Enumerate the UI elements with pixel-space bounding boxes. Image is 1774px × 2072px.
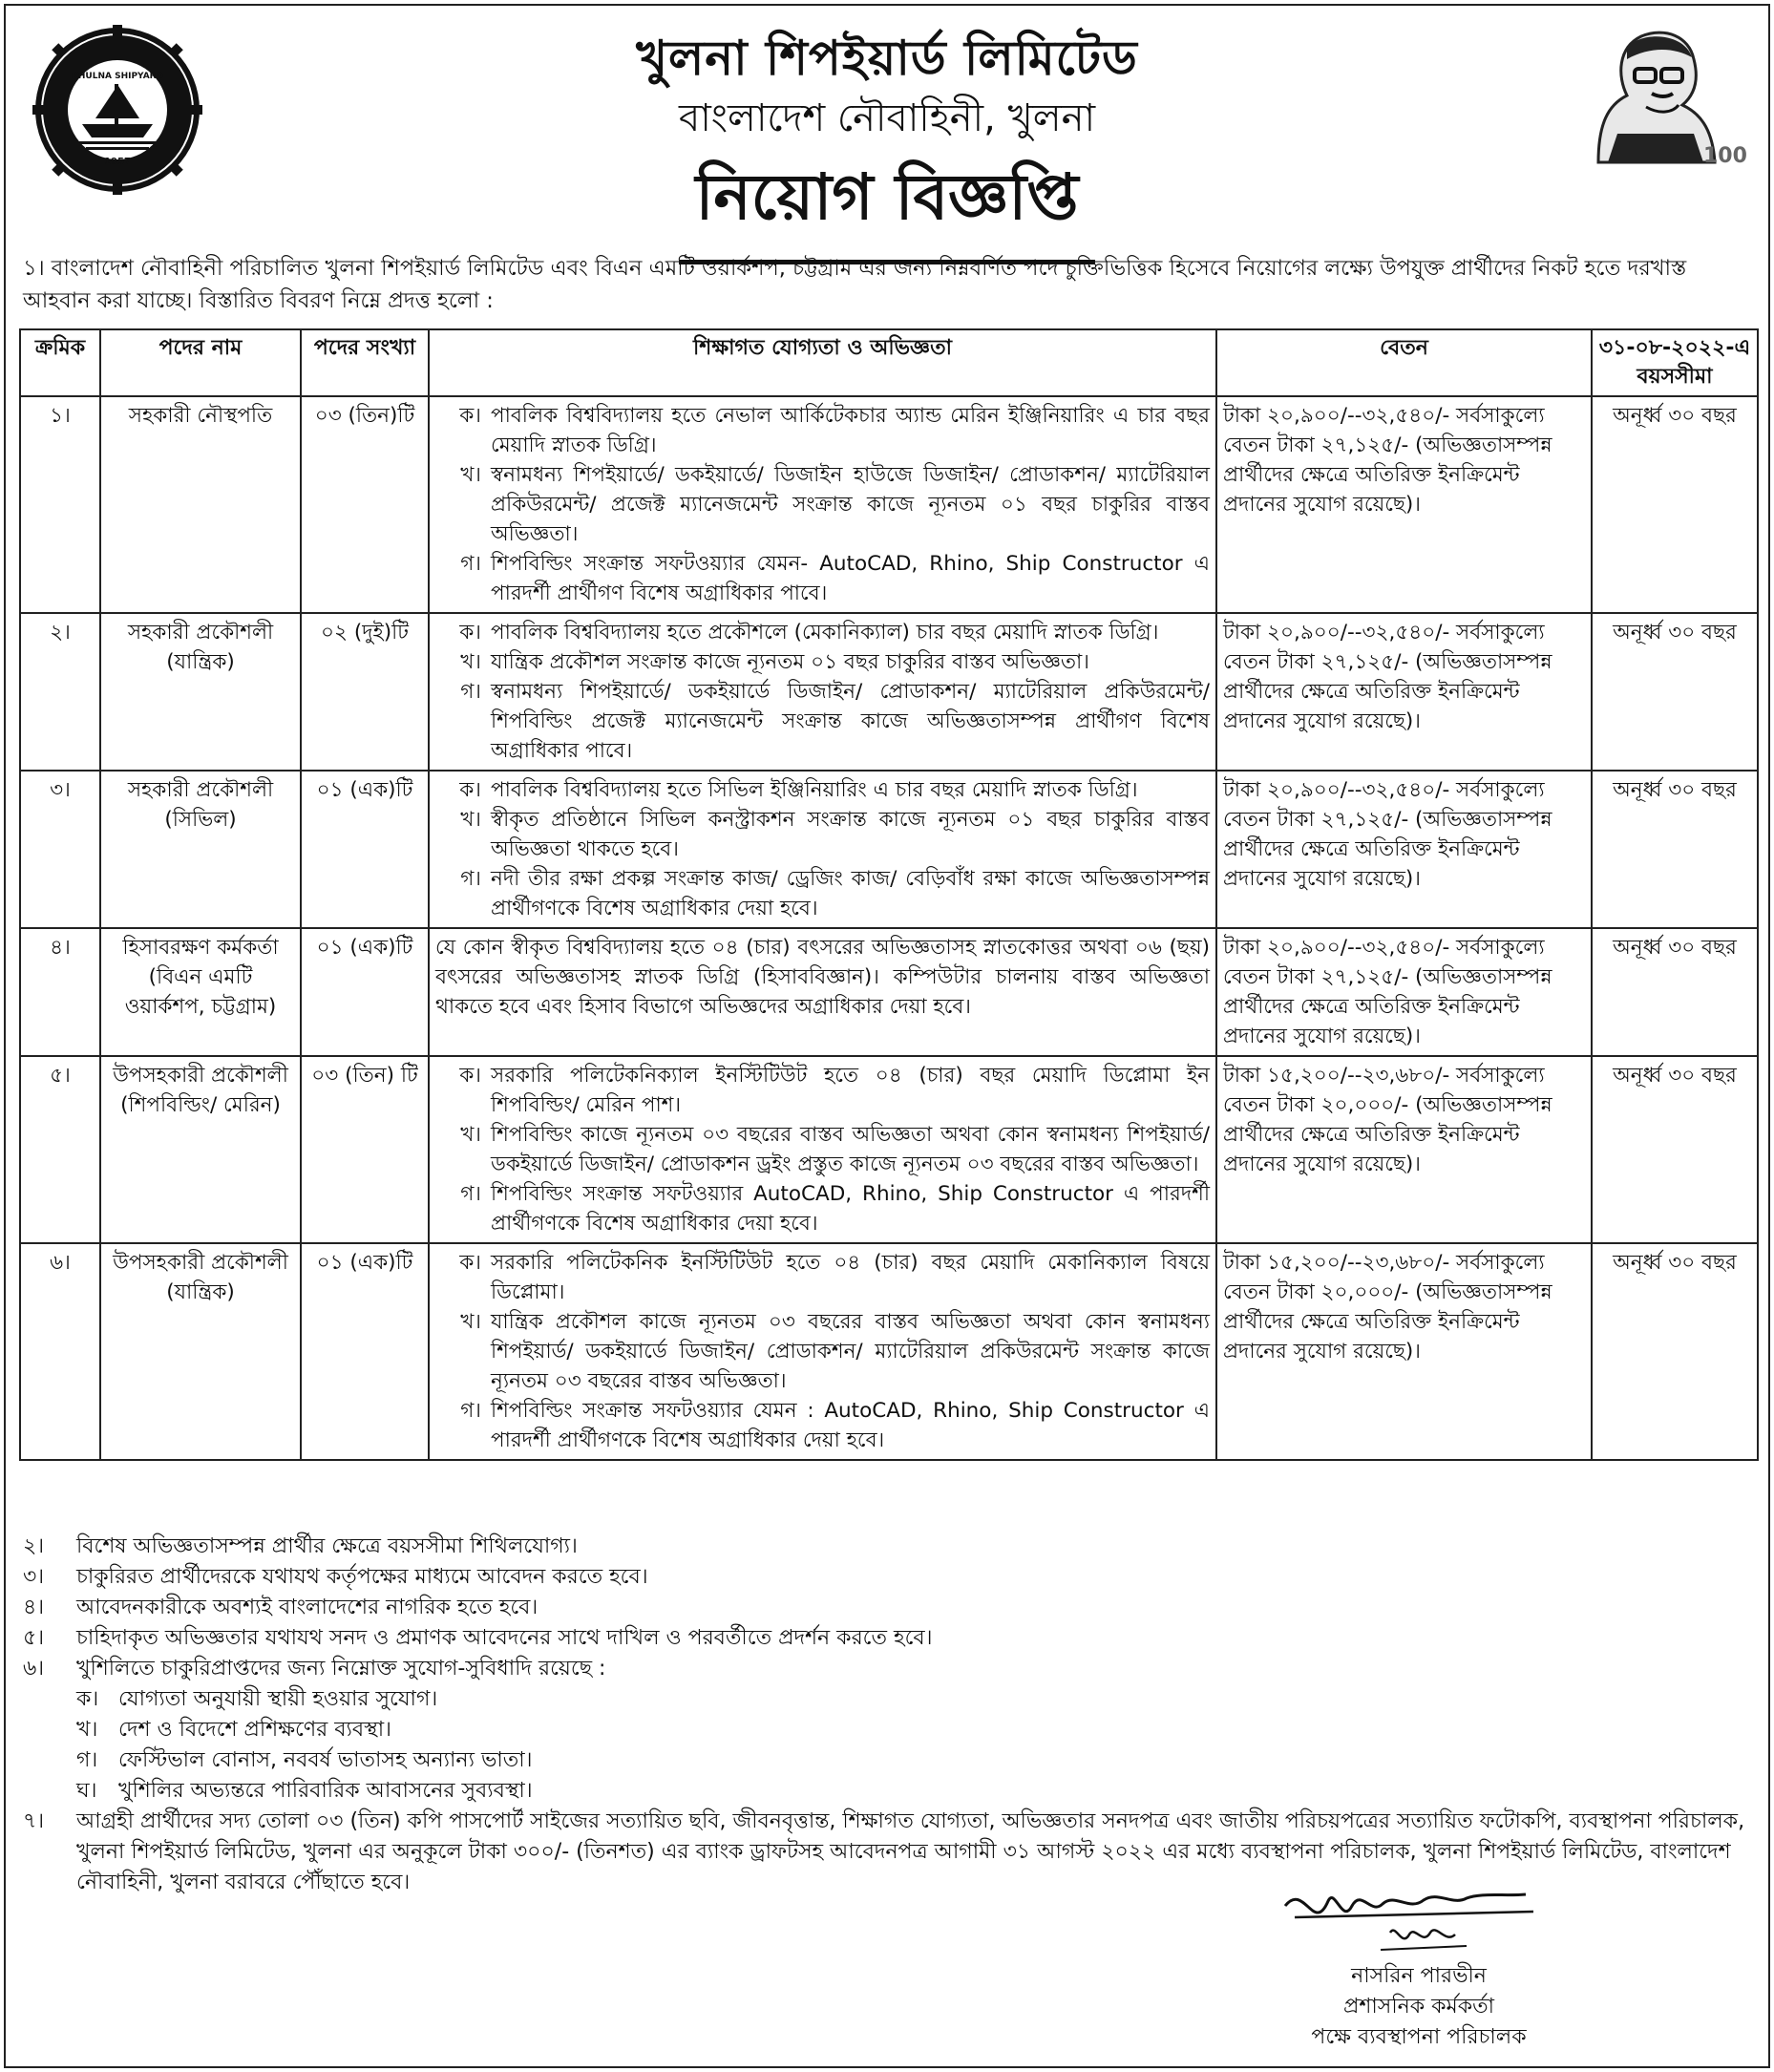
qualification-item-text: স্বনামধন্য শিপইয়ার্ডে/ ডকইয়ার্ডে/ ডিজাইন হাউজে ডিজাইন/ প্রোডাকশন/ ম্যাটেরিয়াল প্রকিউরমেন্ট/ প্রজেক্ট ম্যানেজমেন্ট সংক্রান্ত কাজে ন্যূনতম ০১ বছর চাকুরির বাস্তব অভিজ্ঞতা। — [491, 463, 1210, 546]
note-number: ৩। — [23, 1565, 45, 1589]
note-item — [23, 1654, 1751, 1684]
notice-title — [6, 149, 1768, 264]
final-note-text: আগ্রহী প্রার্থীদের সদ্য তোলা ০৩ (তিন) কপি পাসপোর্ট সাইজের সত্যায়িত ছবি, জীবনবৃত্তান্ত, শিক্ষাগত যোগ্যতা, অভিজ্ঞতার সনদপত্র এবং জাতীয় পরিচয়পত্রের সত্যায়িত ফটোকপি, ব্যবস্থাপনা পরিচালক, খুলনা শিপইয়ার্ড লিমিটেড, খুলনা এর অনুকূলে টাকা ৩০০/- (তিনশত) এর ব্যাংক ড্রাফটসহ আবেদনপত্র আগামী ৩১ আগস্ট ২০২২ এর মধ্যে ব্যবস্থাপনা পরিচালক, খুলনা শিপইয়ার্ড লিমিটেড, বাংলাদেশ নৌবাহিনী, খুলনা বরাবরে পৌঁছাতে হবে। — [76, 1809, 1745, 1894]
qualification-item-key: গ। — [460, 867, 481, 891]
cell-age: অনূর্ধ্ব ৩০ বছর — [1592, 1056, 1758, 1243]
cell-count: ০২ (দুই)টি — [301, 613, 429, 771]
qualification-item-key: গ। — [460, 552, 481, 576]
header-serial: ক্রমিক — [20, 329, 100, 396]
cell-salary: টাকা ২০,৯০০/--৩২,৫৪০/- সর্বসাকুল্যে বেতন টাকা ২৭,১২৫/- (অভিজ্ঞতাসম্পন্ন প্রার্থীদের ক্ষেত্রে অতিরিক্ত ইনক্রিমেন্ট প্রদানের সুযোগ রয়েছে)। — [1216, 928, 1592, 1056]
qualification-item-key: খ। — [460, 808, 481, 832]
intro-paragraph: ১। বাংলাদেশ নৌবাহিনী পরিচালিত খুলনা শিপইয়ার্ড লিমিটেড এবং বিএন এমটি ওয়ার্কশপ, চট্টগ্রাম এর জন্য নিম্নবর্ণিত পদে চুক্তিভিত্তিক হিসেবে নিয়োগের লক্ষ্যে উপযুক্ত প্রার্থীদের নিকট হতে দরখাস্ত আহবান করা যাচ্ছে। বিস্তারিত বিবরণ নিম্নে প্রদত্ত হলো : — [23, 256, 1687, 313]
cell-serial: ৪। — [20, 928, 100, 1056]
handwritten-signature — [1276, 1877, 1543, 1963]
qualification-item-text: শিপবিল্ডিং কাজে ন্যূনতম ০৩ বছরের বাস্তব অভিজ্ঞতা অথবা কোন স্বনামধন্য শিপইয়ার্ড/ ডকইয়ার্ডে ডিজাইন/ প্রোডাকশন ড্রইং প্রস্তুত কাজে ন্যূনতম ০৩ বছরের বাস্তব অভিজ্ঞতা। — [491, 1123, 1210, 1176]
note-item — [23, 1593, 1751, 1623]
table-row — [20, 613, 1758, 771]
qualification-item-text: শিপবিল্ডিং সংক্রান্ত সফটওয়্যার AutoCAD, Rhino, Ship Constructor এ পারদর্শী প্রার্থীগণকে বিশেষ অগ্রাধিকার দেয়া হবে। — [491, 1182, 1210, 1236]
note-text: বিশেষ অভিজ্ঞতাসম্পন্ন প্রার্থীর ক্ষেত্রে বয়সসীমা শিথিলযোগ্য। — [76, 1534, 578, 1558]
qualification-item-text: শিপবিল্ডিং সংক্রান্ত সফটওয়্যার যেমন : AutoCAD, Rhino, Ship Constructor এ পারদর্শী প্রার্থীগণকে বিশেষ অগ্রাধিকার দেয়া হবে। — [491, 1399, 1210, 1452]
cell-count: ০১ (এক)টি — [301, 1243, 429, 1460]
benefit-text: খুশিলির অভ্যন্তরে পারিবারিক আবাসনের সুব্যবস্থা। — [118, 1779, 533, 1803]
organization-name: খুলনা শিপইয়ার্ড লিমিটেড — [636, 31, 1138, 86]
note-item — [23, 1562, 1751, 1593]
cell-post: উপসহকারী প্রকৌশলী (যান্ত্রিক) — [100, 1243, 301, 1460]
qualification-item — [435, 401, 1210, 460]
qualification-item-text: পাবলিক বিশ্ববিদ্যালয় হতে নেভাল আর্কিটেকচার অ্যান্ড মেরিন ইঞ্জিনিয়ারিং এ চার বছর মেয়াদি স্নাতক ডিগ্রি। — [491, 404, 1210, 457]
note-text: চাকুরিরত প্রার্থীদেরকে যথাযথ কর্তৃপক্ষের মাধ্যমে আবেদন করতে হবে। — [76, 1565, 648, 1589]
cell-qualification — [429, 613, 1216, 771]
qualification-item — [435, 933, 1210, 1022]
qualification-item — [435, 805, 1210, 864]
cell-age: অনূর্ধ্ব ৩০ বছর — [1592, 1243, 1758, 1460]
cell-age: অনূর্ধ্ব ৩০ বছর — [1592, 396, 1758, 613]
cell-serial: ৬। — [20, 1243, 100, 1460]
qualification-item-text: স্বীকৃত প্রতিষ্ঠানে সিভিল কনস্ট্রাকশন সংক্রান্ত কাজে ন্যূনতম ০১ বছর চাকুরির বাস্তব অভিজ্ঞতা থাকতে হবে। — [491, 808, 1210, 861]
cell-salary: টাকা ১৫,২০০/--২৩,৬৮০/- সর্বসাকুল্যে বেতন টাকা ২০,০০০/- (অভিজ্ঞতাসম্পন্ন প্রার্থীদের ক্ষেত্রে অতিরিক্ত ইনক্রিমেন্ট প্রদানের সুযোগ রয়েছে)। — [1216, 1056, 1592, 1243]
qualification-item-key: খ। — [460, 1123, 481, 1147]
cell-count: ০৩ (তিন) টি — [301, 1056, 429, 1243]
benefit-key: খ। — [76, 1718, 98, 1742]
benefit-key: ঘ। — [76, 1779, 97, 1803]
qualification-item-text: পাবলিক বিশ্ববিদ্যালয় হতে প্রকৌশলে (মেকানিক্যাল) চার বছর মেয়াদি স্নাতক ডিগ্রি। — [491, 621, 1159, 645]
qualification-item-key: ক। — [459, 1064, 481, 1088]
cell-serial: ২। — [20, 613, 100, 771]
signatory-designation: প্রশাসনিক কর্মকর্তা — [1342, 1995, 1495, 2019]
header-salary: বেতন — [1216, 329, 1592, 396]
qualification-item-text: যান্ত্রিক প্রকৌশল সংক্রান্ত কাজে ন্যূনতম ০১ বছর চাকুরির বাস্তব অভিজ্ঞতা। — [491, 650, 1089, 674]
signatory-on-behalf: পক্ষে ব্যবস্থাপনা পরিচালক — [1311, 2025, 1527, 2049]
qualification-item-text: সরকারি পলিটেকনিক ইনস্টিটিউট হতে ০৪ (চার) বছর মেয়াদি মেকানিক্যাল বিষয়ে ডিপ্লোমা। — [491, 1251, 1210, 1304]
cell-post: উপসহকারী প্রকৌশলী (শিপবিল্ডিং/ মেরিন) — [100, 1056, 301, 1243]
cell-count: ০১ (এক)টি — [301, 928, 429, 1056]
cell-salary: টাকা ১৫,২০০/--২৩,৬৮০/- সর্বসাকুল্যে বেতন টাকা ২০,০০০/- (অভিজ্ঞতাসম্পন্ন প্রার্থীদের ক্ষেত্রে অতিরিক্ত ইনক্রিমেন্ট প্রদানের সুযোগ রয়েছে)। — [1216, 1243, 1592, 1460]
cell-qualification — [429, 396, 1216, 613]
cell-qualification — [429, 928, 1216, 1056]
note-number: ৬। — [23, 1657, 45, 1681]
notes-section — [23, 1532, 1751, 1898]
cell-serial: ৩। — [20, 771, 100, 928]
signature-block — [1199, 1877, 1638, 2059]
header-count: পদের সংখ্যা — [301, 329, 429, 396]
qualification-item-text: যান্ত্রিক প্রকৌশল কাজে ন্যূনতম ০৩ বছরের বাস্তব অভিজ্ঞতা অথবা কোন স্বনামধন্য শিপইয়ার্ড/ ডকইয়ার্ডে ডিজাইন/ প্রোডাকশন/ ম্যাটেরিয়াল প্রকিউরমেন্ট সংক্রান্ত কাজে ন্যূনতম ০৩ বছরের বাস্তব অভিজ্ঞতা। — [491, 1310, 1210, 1393]
table-header-row — [20, 329, 1758, 396]
benefit-text: যোগ্যতা অনুযায়ী স্থায়ী হওয়ার সুযোগ। — [118, 1687, 438, 1711]
cell-qualification — [429, 1243, 1216, 1460]
qualification-item — [435, 864, 1210, 923]
header-qualification: শিক্ষাগত যোগ্যতা ও অভিজ্ঞতা — [429, 329, 1216, 396]
qualification-item-text: পাবলিক বিশ্ববিদ্যালয় হতে সিভিল ইঞ্জিনিয়ারিং এ চার বছর মেয়াদি স্নাতক ডিগ্রি। — [491, 778, 1138, 802]
qualification-item-key: ক। — [459, 621, 481, 645]
cell-salary: টাকা ২০,৯০০/--৩২,৫৪০/- সর্বসাকুল্যে বেতন টাকা ২৭,১২৫/- (অভিজ্ঞতাসম্পন্ন প্রার্থীদের ক্ষেত্রে অতিরিক্ত ইনক্রিমেন্ট প্রদানের সুযোগ রয়েছে)। — [1216, 396, 1592, 613]
qualification-item — [435, 775, 1210, 805]
final-note-number: ৭। — [23, 1809, 45, 1833]
qualification-item-key: ক। — [459, 1251, 481, 1275]
cell-post: সহকারী প্রকৌশলী (সিভিল) — [100, 771, 301, 928]
qualification-item-key: গ। — [460, 680, 481, 704]
qualification-item — [435, 1179, 1210, 1238]
cell-serial: ১। — [20, 396, 100, 613]
benefit-key: ক। — [76, 1687, 99, 1711]
benefit-item — [23, 1745, 1751, 1776]
benefit-item — [23, 1715, 1751, 1745]
cell-qualification — [429, 1056, 1216, 1243]
cell-post: হিসাবরক্ষণ কর্মকর্তা (বিএন এমটি ওয়ার্কশপ, চট্টগ্রাম) — [100, 928, 301, 1056]
job-table — [19, 328, 1759, 1461]
qualification-item — [435, 1061, 1210, 1120]
qualification-item — [435, 677, 1210, 766]
cell-salary: টাকা ২০,৯০০/--৩২,৫৪০/- সর্বসাকুল্যে বেতন টাকা ২৭,১২৫/- (অভিজ্ঞতাসম্পন্ন প্রার্থীদের ক্ষেত্রে অতিরিক্ত ইনক্রিমেন্ট প্রদানের সুযোগ রয়েছে)। — [1216, 771, 1592, 928]
qualification-item — [435, 460, 1210, 549]
cell-age: অনূর্ধ্ব ৩০ বছর — [1592, 771, 1758, 928]
benefit-text: দেশ ও বিদেশে প্রশিক্ষণের ব্যবস্থা। — [118, 1718, 391, 1742]
cell-count: ০১ (এক)টি — [301, 771, 429, 928]
qualification-item — [435, 618, 1210, 647]
qualification-item-text: সরকারি পলিটেকনিক্যাল ইনস্টিটিউট হতে ০৪ (চার) বছর মেয়াদি ডিপ্লোমা ইন শিপবিল্ডিং/ মেরিন পাশ। — [491, 1064, 1210, 1117]
cell-salary: টাকা ২০,৯০০/--৩২,৫৪০/- সর্বসাকুল্যে বেতন টাকা ২৭,১২৫/- (অভিজ্ঞতাসম্পন্ন প্রার্থীদের ক্ষেত্রে অতিরিক্ত ইনক্রিমেন্ট প্রদানের সুযোগ রয়েছে)। — [1216, 613, 1592, 771]
qualification-item-key: খ। — [460, 1310, 481, 1334]
table-row — [20, 1243, 1758, 1460]
note-text: খুশিলিতে চাকুরিপ্রাপ্তদের জন্য নিম্নোক্ত সুযোগ-সুবিধাদি রয়েছে : — [76, 1657, 606, 1681]
benefit-text: ফেস্টিভাল বোনাস, নববর্ষ ভাতাসহ অন্যান্য ভাতা। — [118, 1748, 533, 1772]
mujib-portrait-image — [1560, 19, 1751, 181]
qualification-item — [435, 1307, 1210, 1396]
cell-serial: ৫। — [20, 1056, 100, 1243]
note-number: ৪। — [23, 1596, 45, 1619]
signatory-details — [1199, 1961, 1638, 2053]
organization-subtitle: বাংলাদেশ নৌবাহিনী, খুলনা — [678, 96, 1096, 140]
qualification-item-key: গ। — [460, 1399, 481, 1423]
svg-text:1957: 1957 — [104, 157, 131, 167]
cell-age: অনূর্ধ্ব ৩০ বছর — [1592, 928, 1758, 1056]
qualification-item-text: যে কোন স্বীকৃত বিশ্ববিদ্যালয় হতে ০৪ (চার) বৎসরের অভিজ্ঞতাসহ স্নাতকোত্তর অথবা ০৬ (ছয়) বৎসরের অভিজ্ঞতাসহ স্নাতক ডিগ্রি (হিসাববিজ্ঞান)। কম্পিউটার চালনায় বাস্তব অভিজ্ঞতা থাকতে হবে এবং হিসাব বিভাগে অভিজ্ঞদের অগ্রাধিকার দেয়া হবে। — [435, 936, 1210, 1019]
cell-age: অনূর্ধ্ব ৩০ বছর — [1592, 613, 1758, 771]
table-row — [20, 1056, 1758, 1243]
qualification-item — [435, 647, 1210, 677]
qualification-item-key: খ। — [460, 650, 481, 674]
benefit-item — [23, 1776, 1751, 1807]
notice-page — [4, 4, 1770, 2068]
header-age: ৩১-০৮-২০২২-এ বয়সসীমা — [1592, 329, 1758, 396]
note-number: ২। — [23, 1534, 45, 1558]
qualification-item-text: শিপবিল্ডিং সংক্রান্ত সফটওয়্যার যেমন- AutoCAD, Rhino, Ship Constructor এ পারদর্শী প্রার্থীগণ বিশেষ অগ্রাধিকার পাবে। — [491, 552, 1210, 605]
qualification-item-key: ক। — [459, 778, 481, 802]
table-row — [20, 928, 1758, 1056]
note-item — [23, 1532, 1751, 1562]
table-row — [20, 771, 1758, 928]
signatory-name: নাসরিন পারভীন — [1351, 1964, 1487, 1988]
cell-qualification — [429, 771, 1216, 928]
qualification-item-text: স্বনামধন্য শিপইয়ার্ডে/ ডকইয়ার্ডে ডিজাইন/ প্রোডাকশন/ ম্যাটেরিয়াল প্রকিউরমেন্ট/ শিপবিল্ডিং প্রজেক্ট ম্যানেজমেন্ট সংক্রান্ত কাজে অভিজ্ঞতাসম্পন্ন প্রার্থীগণ বিশেষ অগ্রাধিকার পাবে। — [491, 680, 1210, 763]
note-text: চাহিদাকৃত অভিজ্ঞতার যথাযথ সনদ ও প্রমাণক আবেদনের সাথে দাখিল ও পরবর্তীতে প্রদর্শন করতে হবে। — [76, 1626, 933, 1650]
qualification-item — [435, 1396, 1210, 1455]
benefit-item — [23, 1684, 1751, 1715]
cell-post: সহকারী নৌস্থপতি — [100, 396, 301, 613]
qualification-item-key: গ। — [460, 1182, 481, 1206]
header-post: পদের নাম — [100, 329, 301, 396]
cell-post: সহকারী প্রকৌশলী (যান্ত্রিক) — [100, 613, 301, 771]
qualification-item-text: নদী তীর রক্ষা প্রকল্প সংক্রান্ত কাজ/ ড্রেজিং কাজ/ বেড়িবাঁধ রক্ষা কাজে অভিজ্ঞতাসম্পন্ন প্রার্থীগণকে বিশেষ অগ্রাধিকার দেয়া হবে। — [491, 867, 1210, 920]
note-item — [23, 1623, 1751, 1654]
qualification-item-key: খ। — [460, 463, 481, 487]
qualification-item — [435, 1248, 1210, 1307]
notice-header — [6, 6, 1768, 243]
qualification-item — [435, 1120, 1210, 1179]
note-text: আবেদনকারীকে অবশ্যই বাংলাদেশের নাগরিক হতে হবে। — [76, 1596, 539, 1619]
notice-title-text: নিয়োগ বিজ্ঞপ্তি — [679, 149, 1096, 264]
table-row — [20, 396, 1758, 613]
benefit-key: গ। — [76, 1748, 98, 1772]
svg-text:100: 100 — [1703, 144, 1747, 168]
svg-text:KHULNA SHIPYARD: KHULNA SHIPYARD — [71, 72, 164, 81]
qualification-item — [435, 549, 1210, 608]
note-number: ৫। — [23, 1626, 45, 1650]
qualification-item-key: ক। — [459, 404, 481, 428]
cell-count: ০৩ (তিন)টি — [301, 396, 429, 613]
